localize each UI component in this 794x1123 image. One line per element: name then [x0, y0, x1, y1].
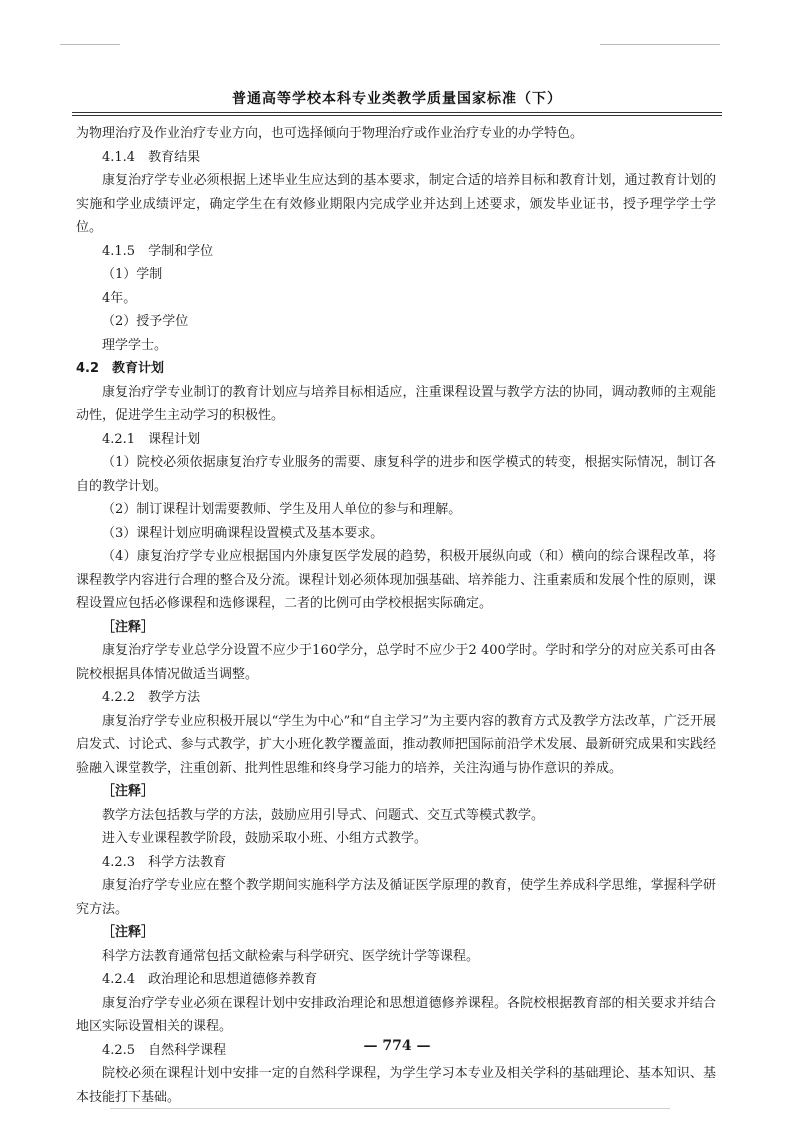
paragraph: （2）制订课程计划需要教师、学生及用人单位的参与和理解。	[102, 502, 462, 517]
running-header: 普通高等学校本科专业类教学质量国家标准（下）	[232, 91, 562, 107]
note-label: ［注释］	[102, 619, 155, 635]
scan-artifact	[110, 1108, 670, 1109]
scan-artifact	[600, 44, 720, 45]
paragraph: 4.2.4 政治理论和思想道德修养教育	[102, 972, 318, 987]
paragraph: 院校必须在课程计划中安排一定的自然科学课程，为学生学习本专业及相关学科的基础理论、基本知识、基本技能打下基础。	[76, 1066, 716, 1105]
paragraph: 康复治疗学专业总学分设置不应少于160学分，总学时不应少于2 400学时。学时和学分的对应关系可由各院校根据具体情况做适当调整。	[76, 643, 716, 682]
paragraph: 4.2.3 科学方法教育	[102, 854, 227, 870]
paragraph: 科学方法教育通常包括文献检索与科学研究、医学统计学等课程。	[102, 948, 480, 964]
header-rule	[72, 112, 722, 113]
paragraph: 为物理治疗及作业治疗专业方向，也可选择倾向于物理治疗或作业治疗专业的办学特色。	[76, 126, 584, 141]
paragraph: （3）课程计划应明确课程设置模式及基本要求。	[102, 525, 384, 541]
paragraph: 4.2.1 课程计划	[102, 431, 201, 447]
paragraph: 康复治疗学专业制订的教育计划应与培养目标相适应，注重课程设置与教学方法的协同，调动教师的主观能动性，促进学生主动学习的积极性。	[76, 384, 716, 423]
paragraph: 康复治疗学专业必须在课程计划中安排政治理论和思想道德修养课程。各院校根据教育部的相关要求并结合地区实际设置相关的课程。	[76, 995, 716, 1034]
paragraph: 康复治疗学专业必须根据上述毕业生应达到的基本要求，制定合适的培养目标和教育计划，通过教育计划的实施和学业成绩评定，确定学生在有效修业期限内完成学业并达到上述要求，颁发毕业证书，授予理学学士学位。	[76, 173, 716, 235]
header-rule	[72, 115, 722, 116]
paragraph: （1）学制	[102, 267, 163, 282]
scan-artifact	[60, 44, 120, 45]
paragraph: （4）康复治疗学专业应根据国内外康复医学发展的趋势，积极开展纵向或（和）横向的综合课程改革，将课程教学内容进行合理的整合及分流。课程计划必须体现加强基础、培养能力、注重素质和发展个性的原则，课程设置应包括必修课程和选修课程，二者的比例可由学校根据实际确定。	[76, 549, 716, 611]
paragraph: 理学学士。	[102, 337, 168, 353]
paragraph: 4.2.2 教学方法	[102, 690, 201, 705]
paragraph: （2）授予学位	[102, 314, 189, 329]
paragraph: 4.1.5 学制和学位	[102, 243, 214, 259]
paragraph: 教学方法包括教与学的方法，鼓励应用引导式、问题式、交互式等模式教学。	[102, 807, 545, 823]
paragraph: 4年。	[102, 290, 137, 306]
note-label: ［注释］	[102, 925, 155, 940]
paragraph: （1）院校必须依据康复治疗专业服务的需要、康复科学的进步和医学模式的转变，根据实际情况，制订各自的教学计划。	[76, 455, 716, 494]
note-label: ［注释］	[102, 784, 155, 799]
paragraph: 康复治疗学专业应积极开展以“学生为中心”和“自主学习”为主要内容的教育方式及教学方法改革，广泛开展启发式、讨论式、参与式教学，扩大小班化教学覆盖面，推动教师把国际前沿学术发展、最新研究成果和实践经验融入课堂教学，注重创新、批判性思维和终身学习能力的培养，关注沟通与协作意识的养成。	[76, 713, 716, 776]
paragraph: 康复治疗学专业应在整个教学期间实施科学方法及循证医学原理的教育，使学生养成科学思维，掌握科学研究方法。	[76, 878, 716, 917]
paragraph: 4.1.4 教育结果	[102, 149, 201, 165]
section-heading: 4.2 教育计划	[76, 361, 165, 376]
body-text	[76, 122, 716, 1109]
paragraph: 进入专业课程教学阶段，鼓励采取小班、小组方式教学。	[102, 831, 428, 846]
paragraph: 4.2.5 自然科学课程	[102, 1042, 227, 1058]
page-number: — 774 —	[363, 1038, 431, 1054]
